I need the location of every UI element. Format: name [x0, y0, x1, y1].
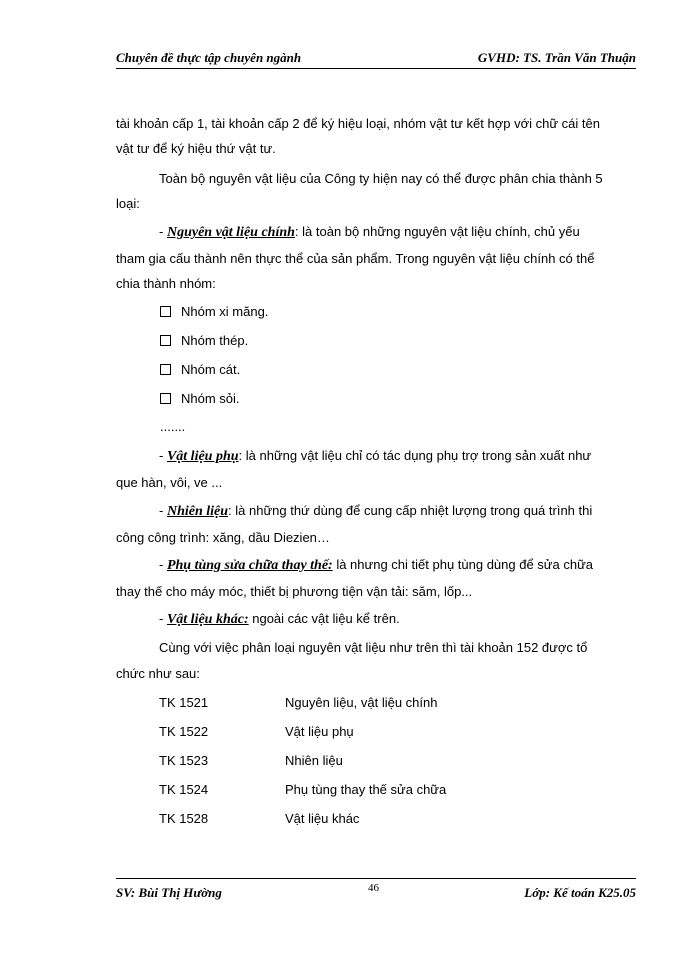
- account-code: TK 1521: [159, 695, 209, 710]
- paragraph-line: công công trình: xăng, dầu Diezien…: [116, 530, 330, 545]
- term-main-materials: Nguyên vật liệu chính: [166, 225, 295, 240]
- list-item-group: [160, 362, 240, 378]
- paragraph-line: chức như sau:: [116, 666, 200, 681]
- account-name: Vật liệu khác: [285, 811, 360, 826]
- dash: -: [159, 557, 167, 572]
- checkbox-square-icon: [160, 306, 171, 317]
- checkbox-square-icon: [160, 393, 171, 404]
- header-course-title: Chuyên đề thực tập chuyên ngành: [116, 50, 302, 65]
- footer-class: Lớp: Kế toán K25.05: [524, 885, 636, 900]
- group-label: Nhóm sỏi.: [181, 391, 240, 406]
- list-item-spare-parts: [159, 557, 593, 574]
- dash: -: [159, 448, 167, 463]
- page-header: [116, 48, 636, 69]
- dash: -: [159, 503, 167, 518]
- header-supervisor: GVHD: TS. Trần Văn Thuận: [477, 50, 636, 65]
- list-item-group: [160, 333, 248, 349]
- checkbox-square-icon: [160, 335, 171, 346]
- paragraph-line: tham gia cấu thành nên thực thể của sản phẩm. Trong nguyên vật liệu chính có thể: [116, 251, 595, 266]
- paragraph-line: que hàn, vôi, ve ...: [116, 475, 223, 490]
- group-label: Nhóm cát.: [181, 362, 241, 377]
- account-name: Nguyên liệu, vật liệu chính: [285, 695, 438, 710]
- account-name: Vật liệu phụ: [285, 724, 354, 739]
- list-item-other-materials: [159, 611, 400, 628]
- paragraph-line: thay thế cho máy móc, thiết bị phương tiện vận tải: săm, lốp...: [116, 584, 473, 599]
- definition-text: ngoài các vật liệu kể trên.: [248, 611, 400, 626]
- account-name: Phụ tùng thay thế sửa chữa: [285, 782, 447, 797]
- definition-text: : là những vật liệu chỉ có tác dụng phụ trợ trong sản xuất như: [238, 448, 592, 463]
- list-item-main-materials: [159, 224, 580, 241]
- definition-text: : là toàn bộ những nguyên vật liệu chính, chủ yếu: [294, 224, 580, 239]
- list-item-auxiliary-materials: [159, 448, 591, 465]
- dash: -: [159, 611, 167, 626]
- term-auxiliary-materials: Vật liệu phụ: [166, 449, 239, 464]
- definition-text: : là những thứ dùng để cung cấp nhiệt lượng trong quá trình thi: [228, 503, 593, 518]
- dash: -: [159, 224, 167, 239]
- paragraph-line: Cùng với việc phân loại nguyên vật liệu như trên thì tài khoản 152 được tổ: [159, 640, 588, 655]
- account-code: TK 1522: [159, 724, 209, 739]
- paragraph-line: tài khoản cấp 1, tài khoản cấp 2 để ký hiệu loại, nhóm vật tư kết hợp với chữ cái tên: [116, 116, 600, 131]
- list-item-group: [160, 304, 268, 320]
- checkbox-square-icon: [160, 364, 171, 375]
- definition-text: là nhưng chi tiết phụ tùng dùng để sửa chữa: [332, 557, 594, 572]
- account-code: TK 1523: [159, 753, 209, 768]
- group-label: Nhóm xi măng.: [181, 304, 269, 319]
- group-label: Nhóm thép.: [181, 333, 249, 348]
- page-footer: [116, 878, 636, 909]
- ellipsis: .......: [160, 419, 186, 434]
- account-name: Nhiên liệu: [285, 753, 343, 768]
- page-number: 46: [368, 882, 379, 894]
- paragraph-line: chia thành nhóm:: [116, 276, 216, 291]
- term-other-materials: Vật liệu khác:: [166, 612, 249, 627]
- account-code: TK 1528: [159, 811, 209, 826]
- list-item-group: [160, 391, 240, 407]
- list-item-fuel: [159, 503, 592, 520]
- paragraph-line: loại:: [116, 196, 140, 211]
- paragraph-line: vật tư để ký hiệu thứ vật tư.: [116, 141, 276, 156]
- paragraph-line: Toàn bộ nguyên vật liệu của Công ty hiện nay có thể được phân chia thành 5: [159, 171, 603, 186]
- footer-student: SV: Bùi Thị Hường: [116, 885, 222, 900]
- term-spare-parts: Phụ tùng sửa chữa thay thế:: [166, 558, 333, 573]
- term-fuel: Nhiên liệu: [166, 504, 229, 519]
- account-code: TK 1524: [159, 782, 209, 797]
